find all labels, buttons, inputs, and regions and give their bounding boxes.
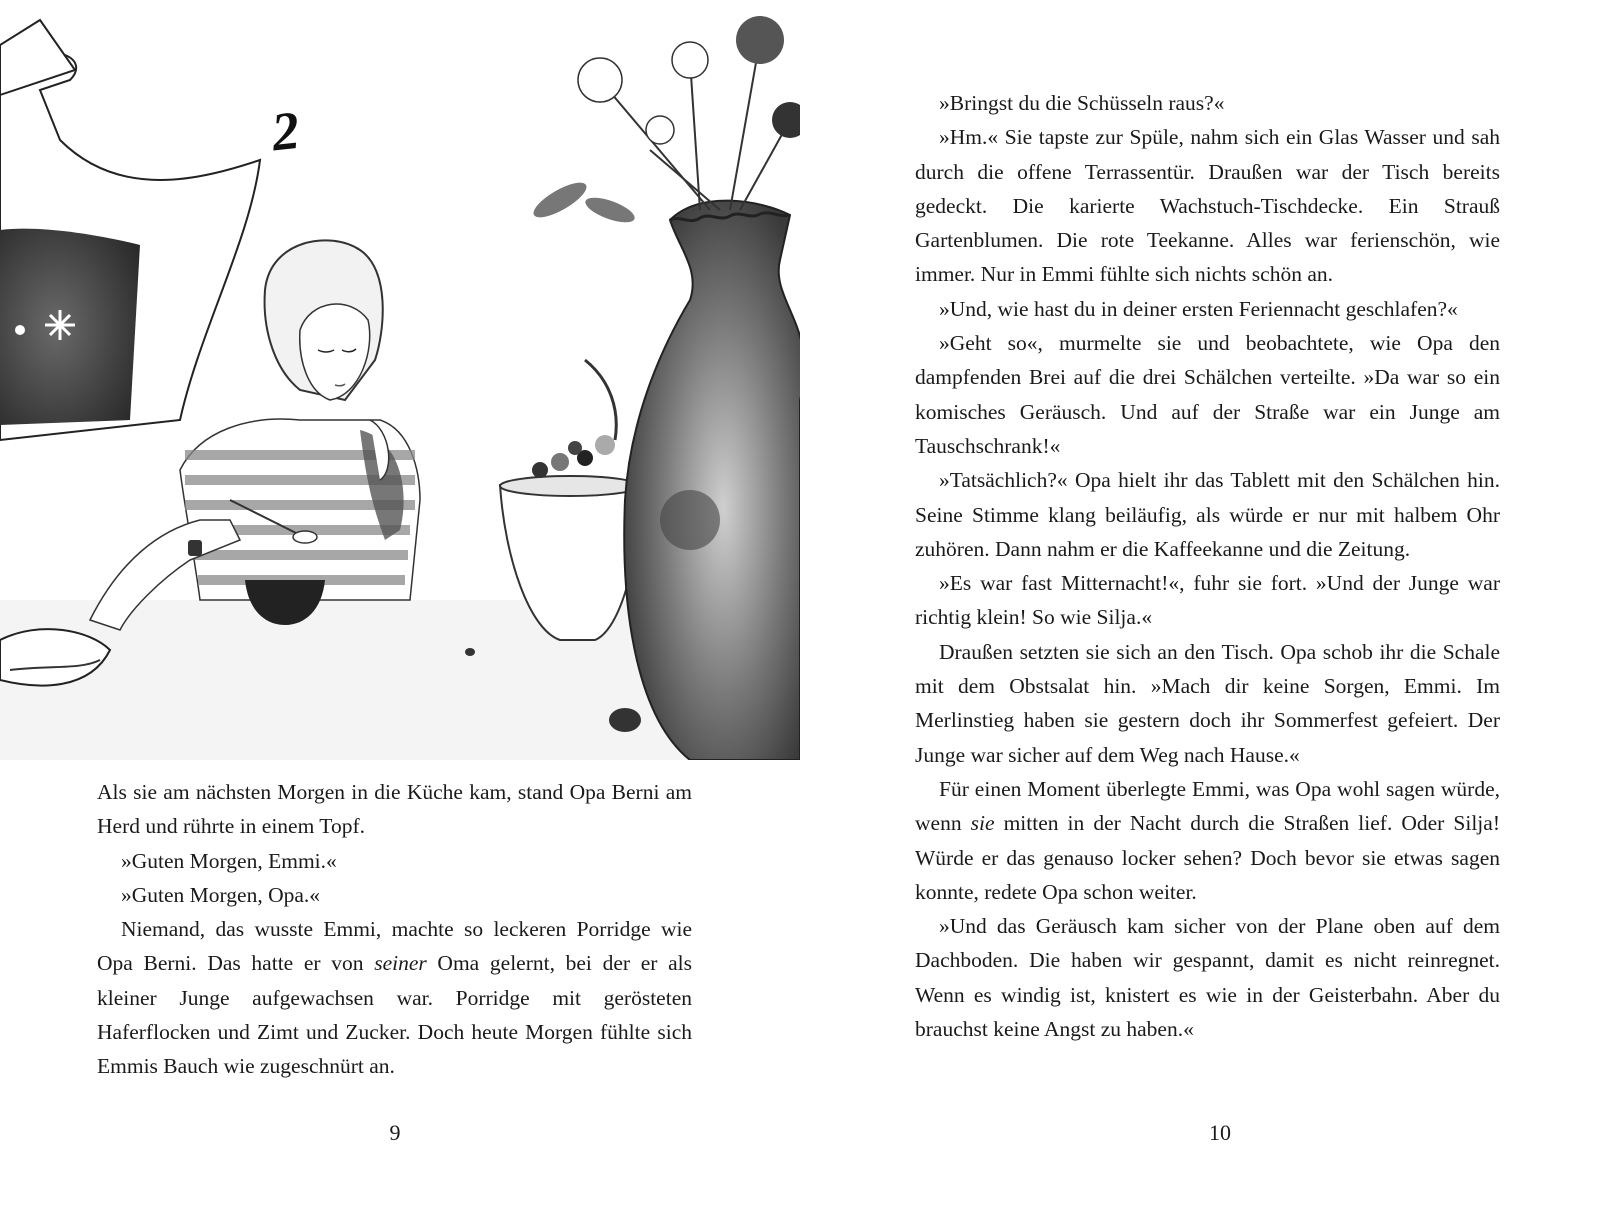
- paragraph: »Bringst du die Schüsseln raus?«: [939, 91, 1225, 115]
- left-page-text: [97, 775, 692, 1084]
- text-span: mitten in der Nacht durch die Straßen lief. Oder Silja! Würde er das genauso locker sehen? Doch bevor sie etwas sagen konnte, redete Opa schon weiter.: [915, 811, 1500, 904]
- paragraph: »Guten Morgen, Emmi.«: [121, 848, 337, 873]
- paragraph: »Geht so«, murmelte sie und beobachtete, wie Opa den dampfenden Brei auf die drei Schälchen verteilte. »Da war so ein komisches Geräusch. Und auf der Straße war ein Junge am Tauschschrank!«: [915, 331, 1500, 458]
- text-span: Oma gelernt, bei der er als kleiner Junge aufgewachsen war. Porridge mit gerösteten Haferflocken und Zimt und Zucker. Doch heute Morgen fühlte sich Emmis Bauch wie zugeschnürt an.: [97, 951, 692, 1079]
- illustration-drawing: [0, 0, 800, 760]
- paragraph: Als sie am nächsten Morgen in die Küche kam, stand Opa Berni am Herd und rührte in einem Topf.: [97, 780, 692, 839]
- paragraph: »Guten Morgen, Opa.«: [121, 882, 321, 907]
- wristwatch: [188, 540, 202, 556]
- paragraph: Draußen setzten sie sich an den Tisch. Opa schob ihr die Schale mit dem Obstsalat hin. »Mach dir keine Sorgen, Emmi. Im Merlinstieg haben sie gestern doch ihr Sommerfest gefeiert. Der Junge war sicher auf dem Weg nach Hause.«: [915, 639, 1500, 767]
- text-span: Niemand, das wusste Emmi, machte so leckeren Porridge wie Opa Berni. Das hatte er von: [97, 917, 692, 976]
- emphasized-word: seiner: [374, 951, 427, 976]
- paragraph: »Tatsächlich?« Opa hielt ihr das Tablett mit den Schälchen hin. Seine Stimme klang beiläufig, als würde er nur mit halbem Ohr zuhören. Dann nahm er die Kaffeekanne und die Zeitung.: [915, 468, 1500, 561]
- page-number: 10: [1209, 1120, 1231, 1145]
- chapter-illustration: [0, 0, 800, 760]
- right-page: [800, 0, 1600, 1229]
- chapter-number: 2: [268, 99, 303, 163]
- emphasized-word: sie: [970, 811, 995, 836]
- right-page-text: [915, 86, 1500, 1046]
- paragraph: »Es war fast Mitternacht!«, fuhr sie fort. »Und der Junge war richtig klein! So wie Silja.«: [915, 571, 1500, 630]
- paragraph: [97, 912, 692, 1083]
- paragraph: »Und, wie hast du in deiner ersten Feriennacht geschlafen?«: [939, 296, 1458, 321]
- paragraph: [915, 772, 1500, 909]
- page-number: 9: [389, 1120, 401, 1145]
- fruit-bowl-drawing: [500, 360, 640, 640]
- paragraph: »Hm.« Sie tapste zur Spüle, nahm sich ein Glas Wasser und sah durch die offene Terrassentür. Draußen war der Tisch bereits gedeckt. Die karierte Wachstuch-Tischdecke. Ein Strauß Gartenblumen. Die rote Teekanne. Alles war ferienschön, wie immer. Nur in Emmi fühlte sich nichts schön an.: [915, 125, 1500, 287]
- text-span: Für einen Moment überlegte Emmi, was Opa wohl sagen würde, wenn: [915, 776, 1500, 836]
- paragraph: »Und das Geräusch kam sicher von der Plane oben auf dem Dachboden. Die haben wir gespannt, damit es nicht reinregnet. Wenn es windig ist, knistert es wie in der Geisterbahn. Aber du brauchst keine Angst zu haben.«: [915, 914, 1500, 1042]
